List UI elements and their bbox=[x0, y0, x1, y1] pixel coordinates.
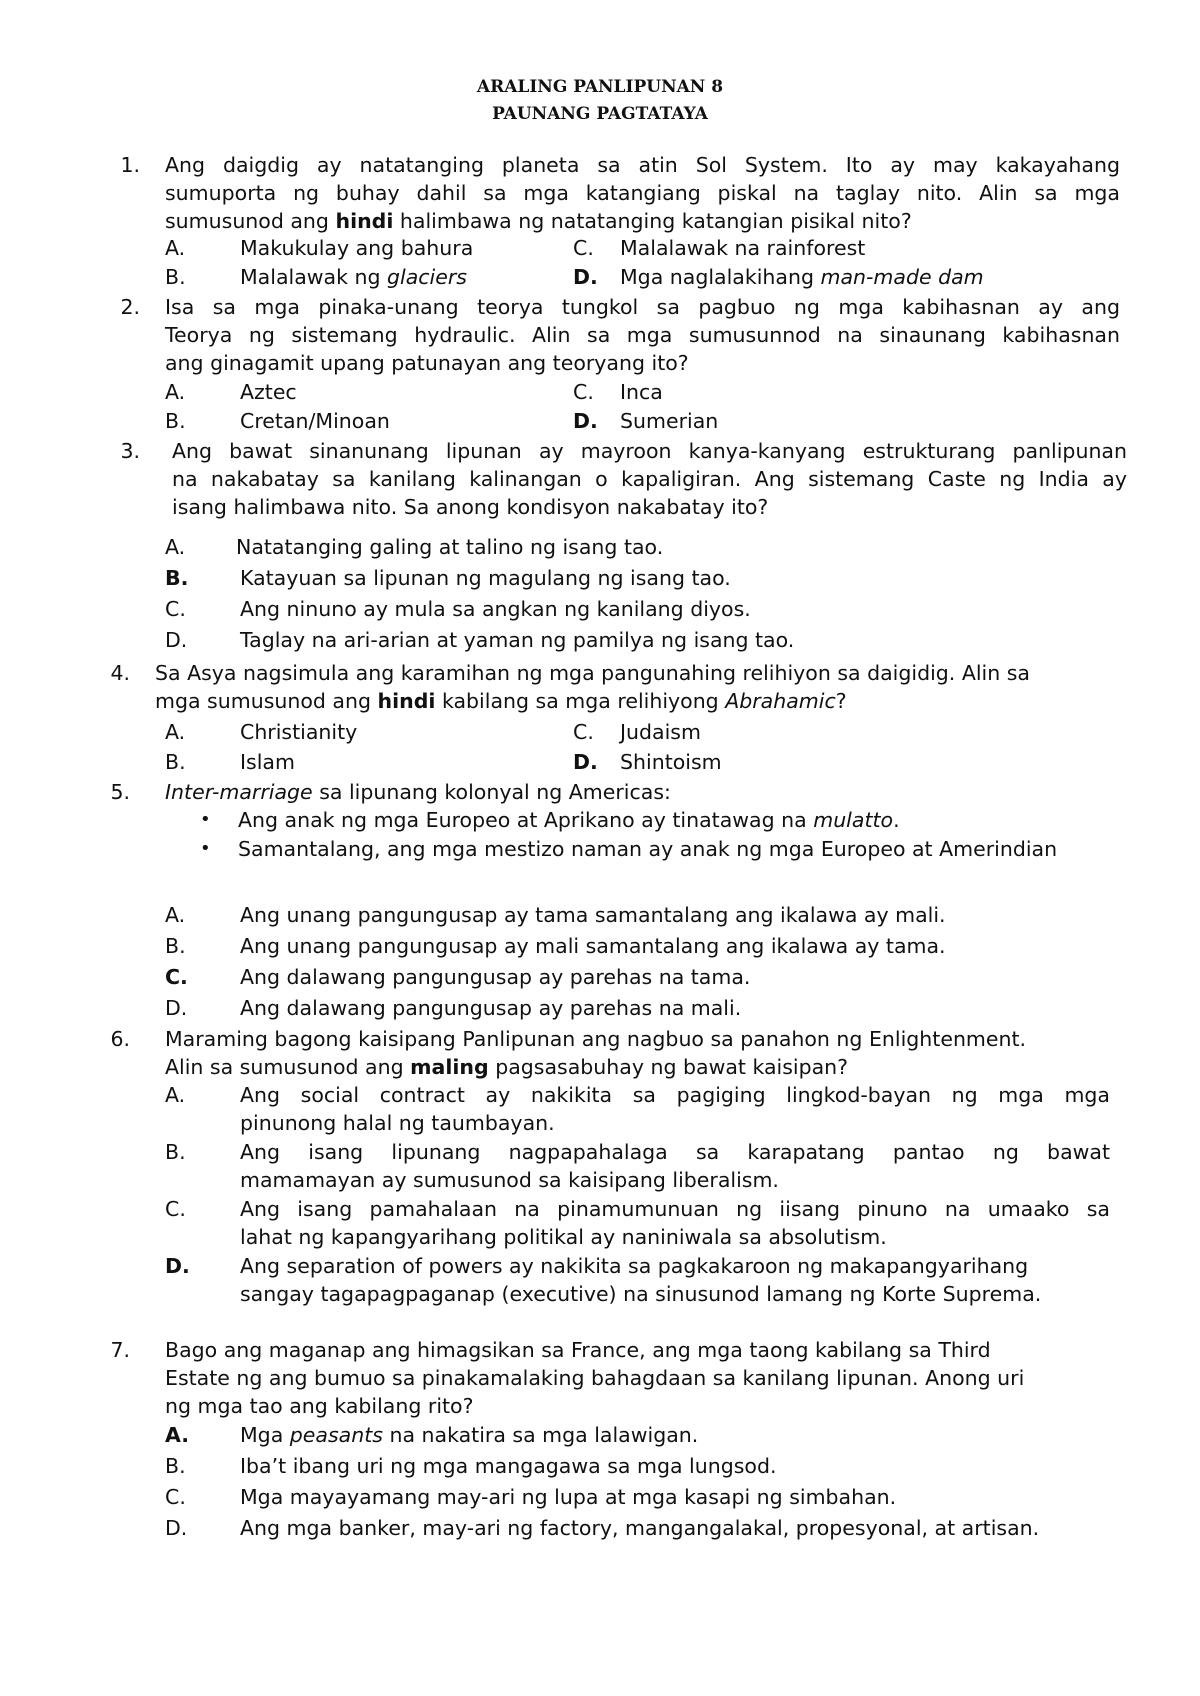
question-number: 1. bbox=[120, 153, 140, 177]
question-text: mga sumusunod ang hindi kabilang sa mga relihiyong Abrahamic? bbox=[155, 689, 847, 713]
statement-text: Ang anak ng mga Europeo at Aprikano ay tinatawag na mulatto. bbox=[238, 808, 900, 832]
question-text: Sa Asya nagsimula ang karamihan ng mga pangunahing relihiyon sa daigidig. Alin sa bbox=[155, 661, 1030, 685]
option-text: Ang social contract ay nakikita sa pagiging lingkod-bayan ng mga mga bbox=[240, 1083, 1110, 1107]
option-label: D. bbox=[165, 996, 188, 1020]
option-text: Sumerian bbox=[620, 409, 719, 433]
question-text: sumuporta ng buhay dahil sa mga katangiang piskal na taglay nito. Alin sa mga bbox=[165, 181, 1120, 205]
option-text: sangay tagapagpaganap (executive) na sinusunod lamang ng Korte Suprema. bbox=[240, 1282, 1042, 1306]
option-text: Ang ninuno ay mula sa angkan ng kanilang diyos. bbox=[240, 597, 751, 621]
document-subtitle: PAUNANG PAGTATAYA bbox=[492, 104, 708, 124]
option-label: B. bbox=[165, 1454, 186, 1478]
question-text: Alin sa sumusunod ang maling pagsasabuhay ng bawat kaisipan? bbox=[165, 1055, 849, 1079]
question-number: 6. bbox=[110, 1027, 130, 1051]
option-text: Inca bbox=[620, 380, 663, 404]
bullet: • bbox=[200, 838, 211, 859]
option-label: D. bbox=[573, 265, 598, 289]
option-text: Ang separation of powers ay nakikita sa pagkakaroon ng makapangyarihang bbox=[240, 1254, 1029, 1278]
option-text: Judaism bbox=[620, 720, 701, 744]
question-text: sumusunod ang hindi halimbawa ng natatanging katangian pisikal nito? bbox=[165, 209, 912, 233]
question-text: ang ginagamit upang patunayan ang teoryang ito? bbox=[165, 351, 689, 375]
option-text: Iba’t ibang uri ng mga mangagawa sa mga lungsod. bbox=[240, 1454, 777, 1478]
question-number: 5. bbox=[110, 780, 130, 804]
option-text: Natatanging galing at talino ng isang tao. bbox=[236, 535, 664, 559]
option-text: Ang dalawang pangungusap ay parehas na tama. bbox=[240, 965, 751, 989]
option-text: Ang unang pangungusap ay mali samantalang ang ikalawa ay tama. bbox=[240, 934, 946, 958]
option-label: B. bbox=[165, 750, 186, 774]
option-text: Ang unang pangungusap ay tama samantalang ang ikalawa ay mali. bbox=[240, 903, 946, 927]
option-label: A. bbox=[165, 236, 186, 260]
option-label: C. bbox=[573, 380, 594, 404]
option-label: B. bbox=[165, 934, 186, 958]
option-label: B. bbox=[165, 409, 186, 433]
bullet: • bbox=[200, 809, 211, 830]
question-text: ng mga tao ang kabilang rito? bbox=[165, 1394, 474, 1418]
option-text: Mga naglalakihang man-made dam bbox=[620, 265, 984, 289]
option-label: D. bbox=[573, 750, 598, 774]
option-label: D. bbox=[165, 1254, 190, 1278]
question-text: Maraming bagong kaisipang Panlipunan ang nagbuo sa panahon ng Enlightenment. bbox=[165, 1027, 1027, 1051]
option-label: C. bbox=[573, 720, 594, 744]
option-label: B. bbox=[165, 566, 189, 590]
question-text: Isa sa mga pinaka-unang teorya tungkol sa pagbuo ng mga kabihasnan ay ang bbox=[165, 295, 1120, 319]
question-number: 3. bbox=[120, 439, 140, 463]
option-label: D. bbox=[165, 1516, 188, 1540]
question-text: Inter-marriage sa lipunang kolonyal ng Americas: bbox=[165, 780, 671, 804]
option-label: D. bbox=[573, 409, 598, 433]
option-label: A. bbox=[165, 535, 186, 559]
option-text: Christianity bbox=[240, 720, 358, 744]
question-text: Bago ang maganap ang himagsikan sa France, ang mga taong kabilang sa Third bbox=[165, 1338, 991, 1362]
document-title: ARALING PANLIPUNAN 8 bbox=[476, 77, 724, 97]
question-text: Ang daigdig ay natatanging planeta sa atin Sol System. Ito ay may kakayahang bbox=[165, 153, 1120, 177]
option-text: Taglay na ari-arian at yaman ng pamilya ng isang tao. bbox=[240, 628, 795, 652]
option-label: D. bbox=[165, 628, 188, 652]
option-text: Shintoism bbox=[620, 750, 722, 774]
option-text: mamamayan ay sumusunod sa kaisipang liberalism. bbox=[240, 1168, 779, 1192]
option-text: Ang mga banker, may-ari ng factory, mangangalakal, propesyonal, at artisan. bbox=[240, 1516, 1040, 1540]
option-text: lahat ng kapangyarihang politikal ay naniniwala sa absolutism. bbox=[240, 1225, 887, 1249]
option-label: C. bbox=[165, 965, 188, 989]
option-text: pinunong halal ng taumbayan. bbox=[240, 1111, 555, 1135]
option-text: Cretan/Minoan bbox=[240, 409, 390, 433]
question-number: 7. bbox=[110, 1338, 130, 1362]
option-text: Malalawak na rainforest bbox=[620, 236, 866, 260]
option-label: A. bbox=[165, 720, 186, 744]
question-number: 4. bbox=[110, 661, 130, 685]
question-text: Teorya ng sistemang hydraulic. Alin sa mga sumusunnod na sinaunang kabihasnan bbox=[165, 323, 1120, 347]
option-text: Makukulay ang bahura bbox=[240, 236, 474, 260]
option-label: A. bbox=[165, 1423, 190, 1447]
question-text: Estate ng ang bumuo sa pinakamalaking bahagdaan sa kanilang lipunan. Anong uri bbox=[165, 1366, 1025, 1390]
option-text: Mga peasants na nakatira sa mga lalawigan. bbox=[240, 1423, 699, 1447]
option-text: Katayuan sa lipunan ng magulang ng isang tao. bbox=[240, 566, 731, 590]
option-text: Malalawak ng glaciers bbox=[240, 265, 467, 289]
question-text: na nakabatay sa kanilang kalinangan o kapaligiran. Ang sistemang Caste ng India ay bbox=[172, 467, 1127, 491]
option-label: A. bbox=[165, 380, 186, 404]
option-label: A. bbox=[165, 903, 186, 927]
option-label: B. bbox=[165, 1140, 186, 1164]
option-text: Ang isang pamahalaan na pinamumunuan ng iisang pinuno na umaako sa bbox=[240, 1197, 1110, 1221]
option-label: C. bbox=[165, 597, 186, 621]
question-number: 2. bbox=[120, 295, 140, 319]
option-label: C. bbox=[573, 236, 594, 260]
option-label: B. bbox=[165, 265, 186, 289]
option-label: C. bbox=[165, 1197, 186, 1221]
option-text: Ang dalawang pangungusap ay parehas na mali. bbox=[240, 996, 742, 1020]
option-text: Islam bbox=[240, 750, 295, 774]
question-text: isang halimbawa nito. Sa anong kondisyon nakabatay ito? bbox=[172, 495, 769, 519]
question-text: Ang bawat sinanunang lipunan ay mayroon kanya-kanyang estrukturang panlipunan bbox=[172, 439, 1127, 463]
option-text: Mga mayayamang may-ari ng lupa at mga kasapi ng simbahan. bbox=[240, 1485, 897, 1509]
option-label: A. bbox=[165, 1083, 186, 1107]
statement-text: Samantalang, ang mga mestizo naman ay anak ng mga Europeo at Amerindian bbox=[238, 837, 1058, 861]
option-label: C. bbox=[165, 1485, 186, 1509]
option-text: Ang isang lipunang nagpapahalaga sa karapatang pantao ng bawat bbox=[240, 1140, 1110, 1164]
option-text: Aztec bbox=[240, 380, 297, 404]
